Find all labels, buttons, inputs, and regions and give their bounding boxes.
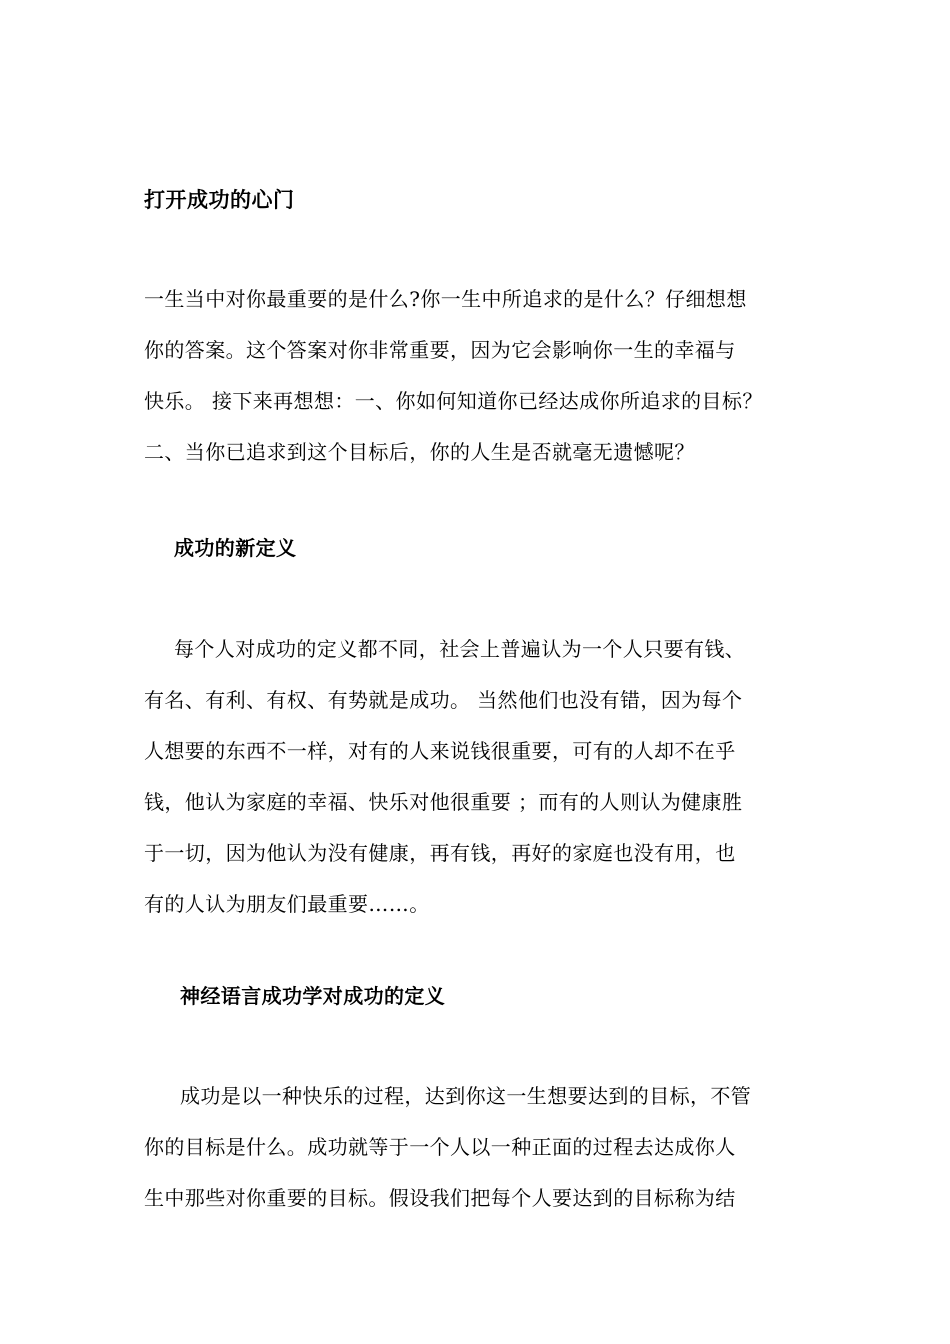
paragraph-line: 有名、有利、有权、有势就是成功。 当然他们也没有错，因为每个 xyxy=(144,688,743,712)
section-heading-nlp-definition: 神经语言成功学对成功的定义 xyxy=(180,984,446,1008)
paragraph-line: 每个人对成功的定义都不同，社会上普遍认为一个人只要有钱、 xyxy=(174,637,746,661)
paragraph-line: 生中那些对你重要的目标。假设我们把每个人要达到的目标称为结 xyxy=(144,1186,736,1210)
section2-paragraph xyxy=(144,1071,814,1224)
paragraph-line: 二、当你已追求到这个目标后，你的人生是否就毫无遗憾呢？ xyxy=(144,440,695,464)
paragraph-line: 快乐。 接下来再想想：一、你如何知道你已经达成你所追求的目标？ xyxy=(144,389,763,413)
paragraph-line: 成功是以一种快乐的过程，达到你这一生想要达到的目标，不管 xyxy=(180,1084,752,1108)
section-heading-new-definition: 成功的新定义 xyxy=(174,536,297,560)
paragraph-line: 你的答案。这个答案对你非常重要，因为它会影响你一生的幸福与 xyxy=(144,338,736,362)
paragraph-line: 有的人认为朋友们最重要……。 xyxy=(144,892,430,916)
paragraph-line: 人想要的东西不一样，对有的人来说钱很重要，可有的人却不在乎 xyxy=(144,739,736,763)
paragraph-line: 一生当中对你最重要的是什么?你一生中所追求的是什么？仔细想想 xyxy=(144,287,747,311)
document-title: 打开成功的心门 xyxy=(144,187,295,212)
paragraph-line: 钱，他认为家庭的幸福、快乐对他很重要 ；而有的人则认为健康胜 xyxy=(144,790,743,814)
intro-paragraph xyxy=(144,274,814,478)
paragraph-line: 你的目标是什么。成功就等于一个人以一种正面的过程去达成你人 xyxy=(144,1135,736,1159)
section1-paragraph xyxy=(144,624,814,930)
paragraph-line: 于一切，因为他认为没有健康，再有钱，再好的家庭也没有用，也 xyxy=(144,841,736,865)
